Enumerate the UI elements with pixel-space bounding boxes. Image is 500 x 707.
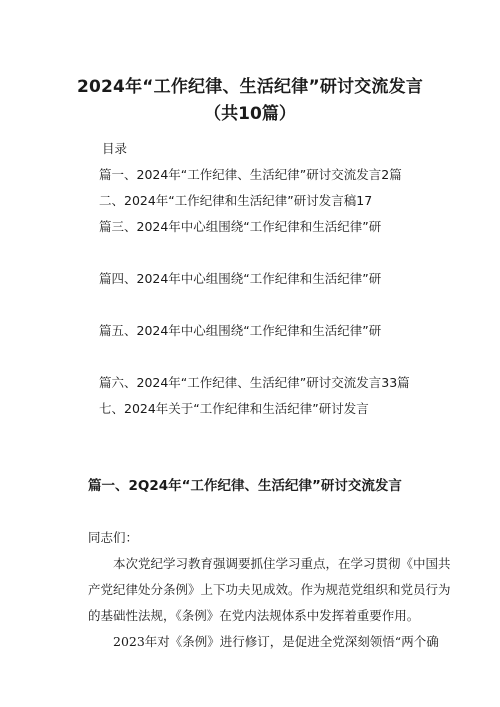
toc-heading: 目录 xyxy=(102,141,128,156)
body-paragraph-line: 同志们： xyxy=(88,530,139,545)
toc-item: 篇三、2024年中心组围绕“工作纪律和生活纪律”研 xyxy=(99,219,382,234)
body-paragraph-line: 2023年对《条例》进行修订，是促进全党深刻领悟“两个确 xyxy=(113,634,439,649)
section-heading: 篇一、2Q24年“工作纪律、生活纪律”研讨交流发言 xyxy=(88,478,402,494)
body-paragraph-line: 的基础性法规，《条例》在党内法规体系中发挥着重要作用。 xyxy=(88,608,420,623)
toc-item: 七、2024年关于“工作纪律和生活纪律”研讨发言 xyxy=(99,401,369,416)
body-paragraph-line: 产党纪律处分条例》上下功夫见成效。作为规范党组织和党员行为 xyxy=(88,582,451,597)
document-title: 2024年“工作纪律、生活纪律”研讨交流发言 xyxy=(76,77,424,97)
toc-item: 篇五、2024年中心组围绕“工作纪律和生活纪律”研 xyxy=(99,323,382,338)
toc-item: 二、2024年“工作纪律和生活纪律”研讨发言稿17 xyxy=(99,193,373,208)
toc-item: 篇四、2024年中心组围绕“工作纪律和生活纪律”研 xyxy=(99,271,382,286)
toc-item: 篇六、2024年“工作纪律、生活纪律”研讨交流发言33篇 xyxy=(99,375,410,390)
body-paragraph-line: 本次党纪学习教育强调要抓住学习重点，在学习贯彻《中国共 xyxy=(113,556,451,571)
toc-item: 篇一、2024年“工作纪律、生活纪律”研讨交流发言2篇 xyxy=(99,167,402,182)
document-subtitle: （共10篇） xyxy=(204,104,296,124)
